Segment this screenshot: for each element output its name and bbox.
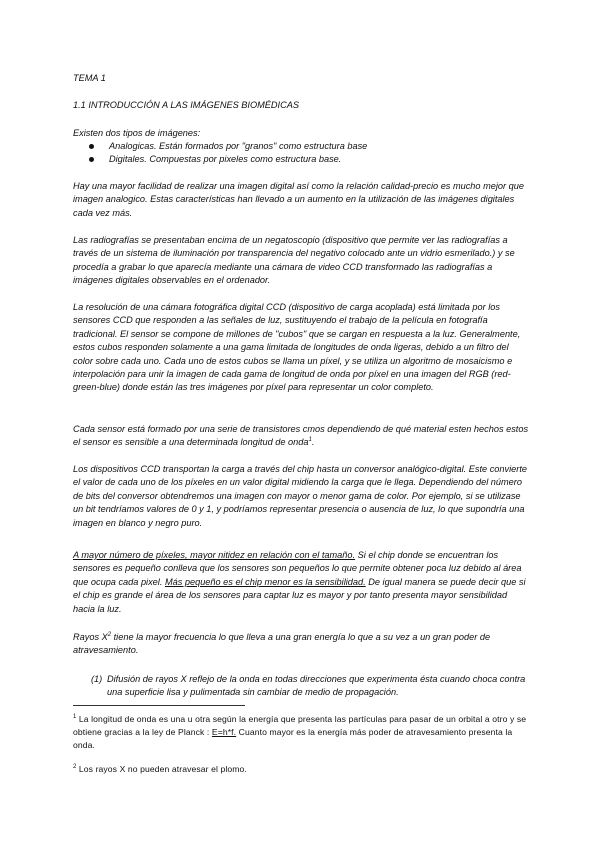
footnote-ref-1[interactable]: 1	[308, 437, 312, 444]
footnote-2: $^2$ Los rayos X no pueden atravesar el plomo.	[73, 764, 247, 774]
intro-text: Existen dos tipos de imágenes:	[73, 128, 201, 138]
planck-formula: E=h*f.	[211, 727, 237, 737]
section-heading: 1.1 INTRODUCCIÓN A LAS IMÁGENES BIOMÉDICAS	[73, 100, 299, 110]
footnote-ref-2[interactable]: 2	[107, 631, 112, 638]
paragraph-cmos-sensor: Cada sensor está formado por una serie de transistores cmos dependiendo de qué material esten hechos estos el sensor es sensible a una determinada longitud de onda$^1$.	[73, 424, 529, 448]
list-item: Analogicas. Están formados por "granos" como estructura base	[73, 140, 529, 153]
list-item-text: Difusión de rayos X reflejo de la onda en todas direcciones que experimenta ésta cuando choca contra una superficie lisa y pulimentada sin cambiar de medio de propagación.	[107, 674, 526, 698]
paragraph-ccd-transport: Los dispositivos CCD transportan la carga a través del chip hasta un conversor analógico-digital. Este convierte el valor de cada uno de los píxeles en un valor digital midiendo la carga que le llega. Dependiendo del número de bits del conversor obtendremos una imagen con mayor o menor gama de color. Por ejemplo, si se utilizase un bit tendríamos valores de 0 y 1, y podríamos representar presencia o ausencia de luz, lo que supondría una imagen en blanco y negro puro.	[73, 464, 527, 528]
paragraph-radiographs: Las radiografías se presentaban encima de un negatoscopio (dispositivo que permite ver las radiografías a través de un sistema de iluminación por transparencia del negativo colocado ante un vidrio esmerilado.) y se procedía a grabar lo que aparecía mediante una cámara de video CCD transformado las radiografías a imágenes digitales observables en el ordenador.	[73, 235, 515, 286]
footnote-mark-2: 2	[73, 764, 77, 771]
section-label: TEMA 1	[73, 73, 106, 83]
bullet-icon	[89, 157, 94, 162]
footnote-1: $^1$ La longitud de onda es una u otra según la energía que presenta las partículas para pasar de un orbital a otro y se obtiene gracias a la ley de Planck : E=h*f. Cuanto mayor es la energía más poder de atravesamiento presenta la onda.	[73, 714, 527, 750]
paragraph-ccd-resolution: La resolución de una cámara fotográfica digital CCD (dispositivo de carga acoplada) está limitada por los sensores CCD que responden a las señales de luz, sustituyendo el trabajo de la película en fotografía tradicional. El sensor se compone de millones de "cubos" que se cargan en respuesta a la luz. Generalmente, estos cubos responden solamente a una gama limitada de longitudes de onda ligeras, debido a un filtro del color sobre cada uno. Cada uno de estos cubos se llama un píxel, y se utiliza un algoritmo de mosaicismo e interpolación para unir la imagen de cada gama de longitud de onda por píxel en una imagen del RGB (red-green-blue) donde están las tres imágenes por píxel para representar un color completo.	[73, 302, 521, 393]
paragraph-digital-advantages: Hay una mayor facilidad de realizar una imagen digital así como la relación calidad-precio es mucho mejor que imagen analogico. Estas características han llevado a un aumento en la utilización de las imágenes digitales cada vez más.	[73, 181, 524, 218]
footnote-mark-1: 1	[73, 714, 77, 721]
paragraph-pixel-sharpness: A mayor número de píxeles, mayor nitidez en relación con el tamaño. Si el chip donde se encuentran los sensores es pequeño conlleva que los sensores son pequeños lo que permite obtener poca luz debido al área que ocupa cada pixel. Más pequeño es el chip menor es la sensibilidad. De igual manera se puede decir que si el chip es grande el área de los sensores para captar luz es mayor y por tanto presenta mayor sensibilidad hacia la luz.	[73, 550, 526, 614]
bullet-icon	[89, 144, 94, 149]
list-item: Digitales. Compuestas por pixeles como estructura base.	[73, 153, 529, 166]
list-number: (1)	[91, 674, 103, 684]
image-types-list	[73, 140, 529, 167]
paragraph-xrays: Rayos $X^2$ tiene la mayor frecuencia lo que lleva a una gran energía lo que a su vez a un gran poder de atravesamiento.	[73, 631, 491, 656]
underlined-statement-1: A mayor número de píxeles, mayor nitidez en relación con el tamaño.	[73, 550, 356, 560]
footnote-separator	[73, 705, 245, 706]
numbered-list-item	[73, 673, 529, 700]
underlined-statement-2: Más pequeño es el chip menor es la sensibilidad.	[164, 576, 366, 587]
